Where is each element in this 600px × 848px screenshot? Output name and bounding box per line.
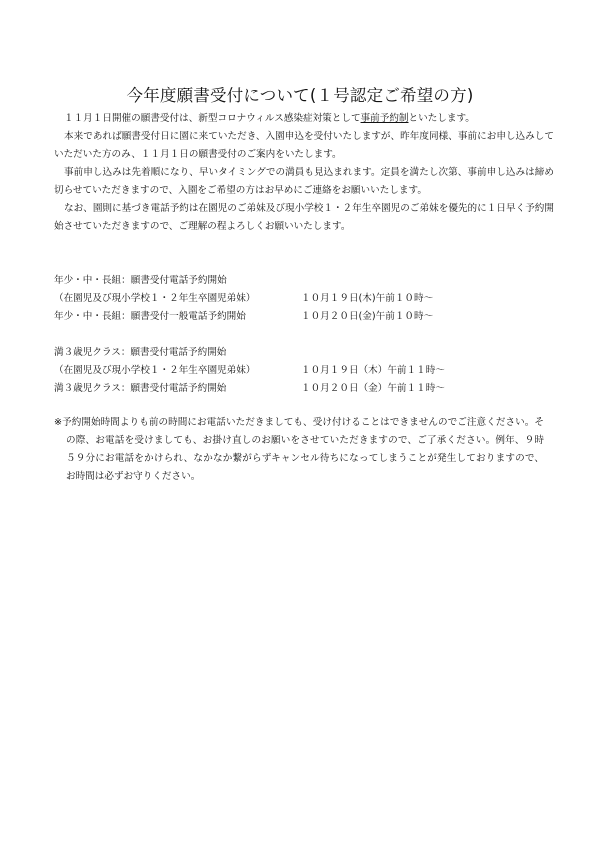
schedule-date: １０月２０日(金)午前１０時～ — [301, 311, 434, 322]
schedule-date: １０月１９日（木）午前１１時～ — [301, 365, 445, 376]
schedule-group-age3 — [54, 344, 554, 398]
reservation-system-emphasis: 事前予約制 — [360, 113, 409, 124]
schedule-label: 年少・中・長組：願書受付一般電話予約開始 — [54, 311, 246, 322]
schedule-date: １０月１９日(木)午前１０時～ — [301, 293, 434, 304]
intro-paragraph-2: 本来であれば願書受付日に園に来ていただき、入園申込を受付いたしますが、昨年度同様、事前にお申し込みしていただいた方のみ、１１月１日の願書受付のご案内をいたします。 — [54, 131, 554, 160]
schedule-label: （在園児及び現小学校１・２年生卒園児弟妹） — [54, 365, 256, 376]
intro-paragraph-4: なお、園則に基づき電話予約は在園児のご弟妹及び現小学校１・２年生卒園児のご弟妹を優先的に１日早く予約開始させていただきますので、ご理解の程よろしくお願いいたします。 — [54, 203, 554, 232]
schedule-row — [54, 344, 554, 362]
intro-section — [54, 110, 554, 236]
intro-paragraph-1-text-b: といたします。 — [408, 113, 475, 124]
schedule-date: １０月２０日（金）午前１１時～ — [301, 383, 445, 394]
schedule-row — [54, 380, 554, 398]
intro-paragraph-1-text-a: １１月１日開催の願書受付は、新型コロナウィルス感染症対策として — [64, 113, 361, 124]
intro-paragraph-1 — [54, 110, 554, 128]
page-title: 今年度願書受付について(１号認定ご希望の方) — [126, 86, 474, 105]
schedule-label: （在園児及び現小学校１・２年生卒園児弟妹） — [54, 293, 256, 304]
caution-note: ※予約開始時間よりも前の時間にお電話いただきましても、受け付けることはできませんのでご注意ください。その際、お電話を受けましても、お掛け直しのお願いをさせていただきますので、ご了承ください。例年、９時５９分にお電話をかけられ、なかなか繋がらずキャンセル待ちになってしまうことが発生しておりますので、お時間は必ずお守りください。 — [54, 417, 544, 482]
schedule-heading: 年少・中・長組：願書受付電話予約開始 — [54, 275, 227, 286]
schedule-row — [54, 272, 554, 290]
schedule-row — [54, 362, 554, 380]
intro-paragraph-3: 事前申し込みは先着順になり、早いタイミングでの満員も見込まれます。定員を満たし次第、事前申し込みは締め切らせていただきますので、入園をご希望の方はお早めにご連絡をお願いいたします。 — [54, 167, 554, 196]
schedule-heading: 満３歳児クラス：願書受付電話予約開始 — [54, 347, 227, 358]
schedule-label: 満３歳児クラス：願書受付電話予約開始 — [54, 383, 227, 394]
schedule-group-regular — [54, 272, 554, 326]
schedule-row — [54, 290, 554, 308]
schedule-row — [54, 308, 554, 326]
